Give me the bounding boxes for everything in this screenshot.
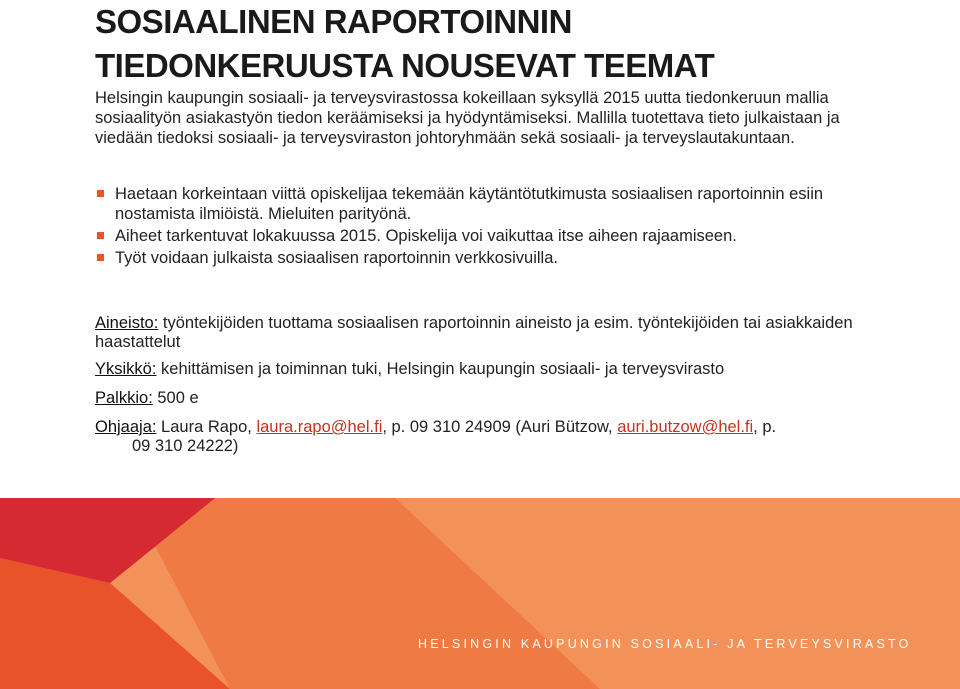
details-section <box>95 314 895 466</box>
bullet-list <box>95 184 885 270</box>
yksikko-label: Yksikkö: <box>95 360 157 378</box>
ohjaaja-phone-row: 09 310 24222) <box>132 437 239 455</box>
intro-paragraph: Helsingin kaupungin sosiaali- ja terveysvirastossa kokeillaan syksyllä 2015 uutta tiedonkeruun mallia sosiaalityön asiakastyön tiedon keräämiseksi ja hyödyntämiseksi. Mallilla tuotettava tieto julkaistaan ja viedään tiedoksi sosiaali- ja terveysviraston johtoryhmään sekä sosiaali- ja terveyslautakuntaan. <box>95 89 840 147</box>
footer-banner <box>0 498 960 689</box>
page-title-line-1: SOSIAALINEN RAPORTOINNIN <box>95 3 572 40</box>
list-item-text: Työt voidaan julkaista sosiaalisen raportoinnin verkkosivuilla. <box>115 249 558 267</box>
list-item-text: Aiheet tarkentuvat lokakuussa 2015. Opiskelija voi vaikuttaa itse aiheen rajaamiseen. <box>115 227 737 245</box>
square-bullet-icon <box>97 254 104 261</box>
aineisto-value: työntekijöiden tuottama sosiaalisen raportoinnin aineisto ja esim. työntekijöiden tai asiakkaiden haastattelut <box>95 314 853 351</box>
aineisto-row <box>95 314 895 352</box>
yksikko-row <box>95 360 895 379</box>
palkkio-row <box>95 389 895 408</box>
palkkio-label: Palkkio: <box>95 389 153 407</box>
ohjaaja-label: Ohjaaja: <box>95 418 157 436</box>
square-bullet-icon <box>97 190 104 197</box>
square-bullet-icon <box>97 232 104 239</box>
list-item-text: Haetaan korkeintaan viittä opiskelijaa tekemään käytäntötutkimusta sosiaalisen raportoinnin esiin nostamista ilmiöistä. Mieluiten parityönä. <box>115 185 824 223</box>
palkkio-value: 500 e <box>152 389 199 407</box>
ohjaaja-text-1: Laura Rapo, <box>156 418 257 436</box>
page-title-line-2: TIEDONKERUUSTA NOUSEVAT TEEMAT <box>95 47 715 84</box>
page-title <box>95 0 915 88</box>
aineisto-label: Aineisto: <box>95 314 159 332</box>
footer-graphic <box>0 498 960 689</box>
yksikko-value: kehittämisen ja toiminnan tuki, Helsingin kaupungin sosiaali- ja terveysvirasto <box>156 360 725 378</box>
email-link-laura[interactable]: laura.rapo@hel.fi <box>256 418 383 436</box>
ohjaaja-text-3: , p. <box>753 418 777 436</box>
footer-organization: HELSINGIN KAUPUNGIN SOSIAALI- JA TERVEYSVIRASTO <box>418 637 912 651</box>
list-item <box>95 248 885 268</box>
list-item <box>95 226 885 246</box>
list-item <box>95 184 885 224</box>
email-link-auri[interactable]: auri.butzow@hel.fi <box>617 418 754 436</box>
ohjaaja-row <box>95 418 895 437</box>
ohjaaja-text-2: , p. 09 310 24909 (Auri Bützow, <box>382 418 618 436</box>
